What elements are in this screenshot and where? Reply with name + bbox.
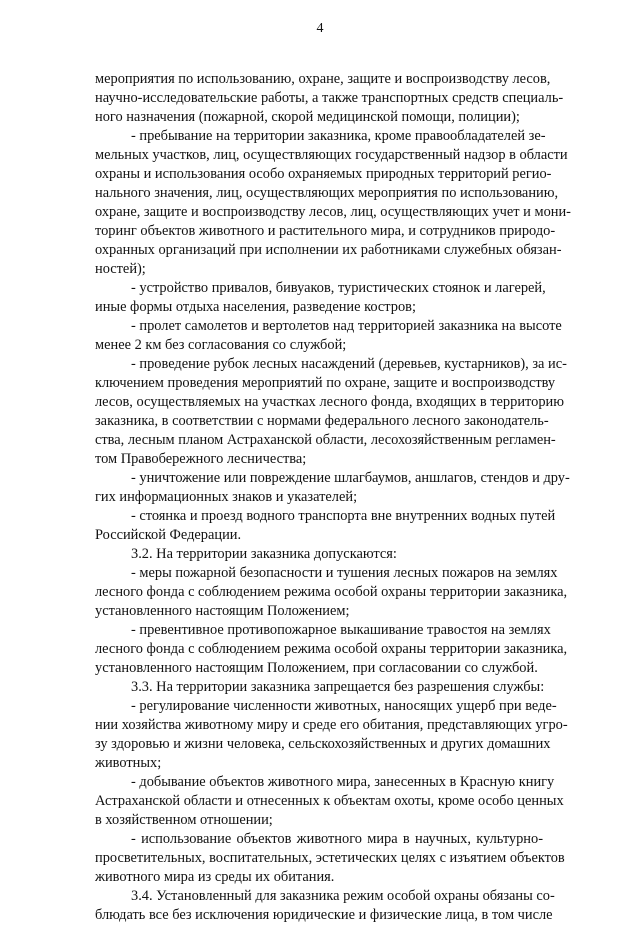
text-line: - использование объектов животного мира в научных, культурно- — [131, 831, 543, 847]
text-line: - проведение рубок лесных насаждений (деревьев, кустарников), за ис- — [131, 356, 567, 372]
text-line: 3.3. На территории заказника запрещается без разрешения службы: — [131, 679, 545, 695]
text-line: гих информационных знаков и указателей; — [95, 489, 358, 505]
text-line: ключением проведения мероприятий по охране, защите и воспроизводству — [95, 375, 556, 391]
text-line: - меры пожарной безопасности и тушения лесных пожаров на землях — [131, 565, 558, 581]
text-line: - добывание объектов животного мира, занесенных в Красную книгу — [131, 774, 555, 790]
text-line: - стоянка и проезд водного транспорта вне внутренних водных путей — [131, 508, 556, 524]
text-line: нии хозяйства животному миру и среде его обитания, представляющих угро- — [95, 717, 568, 733]
text-line: лесного фонда с соблюдением режима особой охраны территории заказника, — [95, 641, 568, 657]
text-line: охране, защите и воспроизводству лесов, лиц, осуществляющих учет и мони- — [95, 204, 571, 220]
text-line: мельных участков, лиц, осуществляющих государственный надзор в области — [95, 147, 568, 163]
text-line: животного мира из среды их обитания. — [95, 869, 335, 885]
text-line: научно-исследовательские работы, а также транспортных средств специаль- — [95, 90, 564, 106]
text-line: ного назначения (пожарной, скорой медицинской помощи, полиции); — [95, 109, 520, 125]
text-line: 3.4. Установленный для заказника режим особой охраны обязаны со- — [131, 888, 555, 904]
text-line: - уничтожение или повреждение шлагбаумов, аншлагов, стендов и дру- — [131, 470, 570, 486]
text-line: нального значения, лиц, осуществляющих мероприятия по использованию, — [95, 185, 559, 201]
text-line: установленного настоящим Положением; — [95, 603, 350, 619]
text-line: - устройство привалов, бивуаков, туристических стоянок и лагерей, — [131, 280, 546, 296]
text-line: охраны и использования особо охраняемых природных территорий регио- — [95, 166, 552, 182]
text-line: заказника, в соответствии с нормами федерального лесного законодатель- — [95, 413, 549, 429]
text-line: животных; — [95, 755, 162, 771]
page-number: 4 — [316, 21, 324, 36]
text-line: менее 2 км без согласования со службой; — [95, 337, 347, 353]
text-line: - регулирование численности животных, наносящих ущерб при веде- — [131, 698, 557, 714]
text-line: Астраханской области и отнесенных к объектам охоты, кроме особо ценных — [95, 793, 564, 809]
text-line: том Правобережного лесничества; — [95, 451, 307, 467]
text-line: Российской Федерации. — [95, 527, 242, 543]
text-line: установленного настоящим Положением, при согласовании со службой. — [95, 660, 538, 676]
text-line: в хозяйственном отношении; — [95, 812, 273, 828]
text-line: ства, лесным планом Астраханской области, лесохозяйственным регламен- — [95, 432, 556, 448]
text-line: лесного фонда с соблюдением режима особой охраны территории заказника, — [95, 584, 568, 600]
text-line: блюдать все без исключения юридические и физические лица, в том числе — [95, 907, 553, 923]
text-line: просветительных, воспитательных, эстетических целях с изъятием объектов — [95, 850, 565, 866]
text-line: торинг объектов животного и растительного мира, и сотрудников природо- — [95, 223, 556, 239]
text-line: мероприятия по использованию, охране, защите и воспроизводству лесов, — [95, 71, 551, 87]
text-line: лесов, осуществляемых на участках лесного фонда, входящих в территорию — [95, 394, 564, 410]
text-line: охранных организаций при исполнении их работниками служебных обязан- — [95, 242, 562, 258]
document-body — [95, 70, 571, 925]
text-line: - пребывание на территории заказника, кроме правообладателей зе- — [131, 128, 546, 144]
text-line: зу здоровью и жизни человека, сельскохозяйственных и других домашних — [95, 736, 551, 752]
text-line: ностей); — [95, 261, 146, 277]
text-line: - превентивное противопожарное выкашивание травостоя на землях — [131, 622, 551, 638]
text-line: 3.2. На территории заказника допускаются: — [131, 546, 397, 562]
text-line: иные формы отдыха населения, разведение костров; — [95, 299, 416, 315]
text-line: - пролет самолетов и вертолетов над территорией заказника на высоте — [131, 318, 562, 334]
